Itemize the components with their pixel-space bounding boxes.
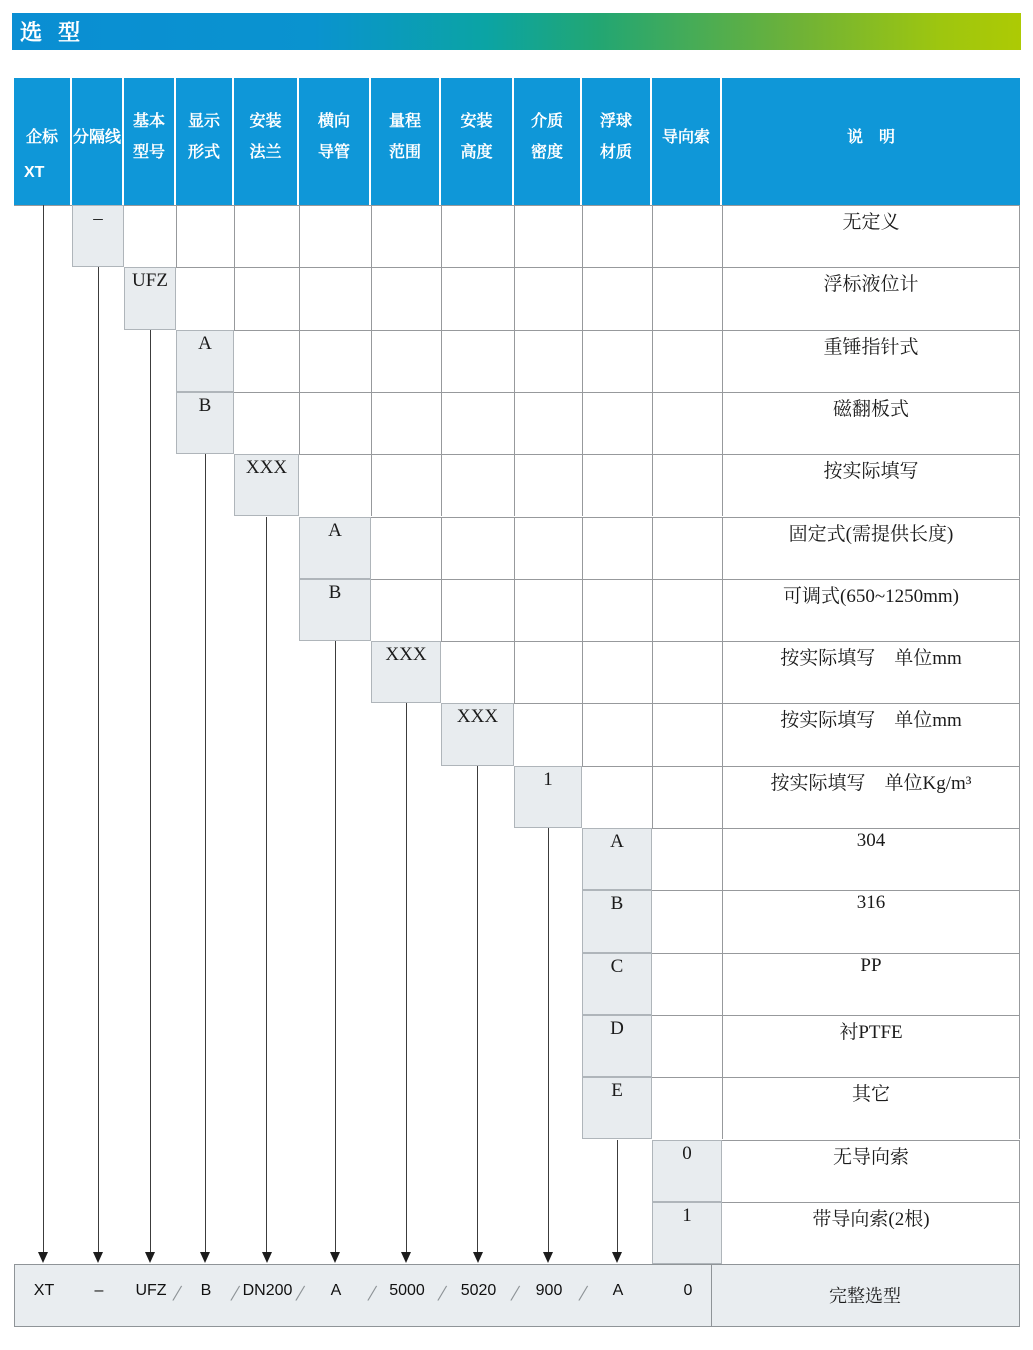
- column-divider: [514, 579, 515, 641]
- row-divider: [72, 205, 1020, 206]
- option-code: A: [328, 519, 342, 541]
- option-code-cell: [299, 579, 371, 641]
- column-divider: [652, 392, 653, 454]
- option-code: –: [93, 208, 103, 229]
- column-divider: [514, 392, 515, 454]
- arrow-down-icon: [473, 1252, 483, 1263]
- column-header-label-line: 导向索: [661, 129, 710, 146]
- selection-row: [234, 454, 1020, 516]
- selection-row: [72, 205, 1020, 267]
- selection-row: [176, 330, 1020, 392]
- model-code: –: [94, 1282, 104, 1299]
- option-code-cell: [582, 828, 652, 890]
- column-divider: [652, 330, 653, 392]
- model-code: XT: [33, 1282, 55, 1299]
- column-divider: [514, 205, 515, 267]
- option-description: 按实际填写 单位mm: [780, 648, 962, 670]
- option-code-cell: [176, 330, 234, 392]
- column-header-label-line: 横向: [317, 113, 350, 130]
- option-description: 无定义: [842, 212, 900, 233]
- row-divider: [371, 641, 1020, 642]
- column-divider: [652, 703, 653, 765]
- option-description: 浮标液位计: [823, 274, 919, 296]
- column-header-label: [124, 106, 174, 168]
- option-code-cell: [652, 1140, 722, 1202]
- option-code: XXX: [456, 706, 499, 728]
- row-divider: [514, 766, 1020, 767]
- column-divider: [652, 641, 653, 703]
- column-header-label: [299, 106, 369, 168]
- option-code: C: [610, 955, 624, 977]
- page-title: 选 型: [20, 20, 86, 45]
- column-divider: [234, 205, 235, 267]
- selection-row: [582, 1015, 1020, 1077]
- model-code: 5020: [460, 1282, 497, 1299]
- model-code: 0: [683, 1282, 693, 1299]
- arrow-down-icon: [262, 1252, 272, 1263]
- option-code-cell: [371, 641, 441, 703]
- column-divider: [652, 579, 653, 641]
- column-header-label-line: 显示: [187, 113, 220, 130]
- flow-arrow-line: [477, 766, 478, 1253]
- column-header-label: [14, 122, 70, 153]
- column-divider: [371, 205, 372, 267]
- column-divider: [441, 330, 442, 392]
- column-header-label-line: 法兰: [249, 144, 282, 161]
- column-header-guide-cable: [652, 78, 720, 205]
- code-separator-slash: /: [509, 1280, 522, 1308]
- column-divider: [582, 267, 583, 329]
- selection-row: [124, 267, 1020, 329]
- code-separator-slash: /: [366, 1280, 379, 1308]
- column-divider: [299, 330, 300, 392]
- selection-row: [652, 1140, 1020, 1202]
- column-header-label: [441, 106, 512, 168]
- column-divider: [441, 579, 442, 641]
- column-header-medium-density: [514, 78, 580, 205]
- column-divider: [299, 205, 300, 267]
- flow-arrow-line: [266, 517, 267, 1254]
- option-code-cell: [441, 703, 514, 765]
- table-header-row: [14, 78, 1020, 206]
- flow-arrow-line: [43, 205, 44, 1253]
- option-code: A: [198, 332, 212, 354]
- column-divider: [582, 392, 583, 454]
- column-divider: [299, 267, 300, 329]
- option-code-cell: [582, 1077, 652, 1139]
- flow-arrow-line: [406, 703, 407, 1253]
- selection-row: [299, 579, 1020, 641]
- model-code: UFZ: [135, 1282, 167, 1299]
- column-header-label-line: 基本: [132, 113, 165, 130]
- model-code-summary-row: [14, 1264, 1020, 1327]
- option-description: 304: [856, 830, 886, 851]
- flow-arrow-line: [205, 454, 206, 1253]
- column-header-mounting-height: [441, 78, 512, 205]
- row-divider: [299, 517, 1020, 518]
- option-description: 316: [856, 892, 886, 914]
- column-divider: [514, 641, 515, 703]
- row-divider: [176, 392, 1020, 393]
- column-divider: [652, 766, 653, 828]
- column-divider: [441, 205, 442, 267]
- column-divider: [299, 392, 300, 454]
- model-code: 5000: [389, 1282, 425, 1299]
- option-code: 0: [682, 1142, 692, 1164]
- code-separator-slash: /: [229, 1280, 242, 1308]
- column-header-label-line: 量程: [388, 113, 421, 130]
- option-code-cell: [299, 517, 371, 579]
- column-header-label-line: 密度: [530, 144, 563, 161]
- column-header-label: [582, 106, 650, 168]
- column-divider: [652, 205, 653, 267]
- row-divider: [124, 267, 1020, 268]
- column-header-label-line: 介质: [530, 113, 563, 130]
- column-divider: [652, 267, 653, 329]
- column-divider: [441, 267, 442, 329]
- option-code: XXX: [245, 457, 288, 479]
- option-description: 固定式(需提供长度): [788, 523, 954, 545]
- option-code: XXX: [385, 644, 427, 666]
- option-code: A: [610, 831, 624, 852]
- column-header-label-line: 企标: [25, 129, 58, 146]
- arrow-down-icon: [93, 1252, 103, 1263]
- selection-row: [582, 953, 1020, 1015]
- column-divider: [582, 205, 583, 267]
- row-divider: [234, 454, 1020, 455]
- selection-row: [582, 828, 1020, 890]
- column-divider: [234, 267, 235, 329]
- column-header-separator: [72, 78, 122, 205]
- arrow-down-icon: [543, 1252, 553, 1263]
- arrow-down-icon: [401, 1252, 411, 1263]
- code-separator-slash: /: [436, 1280, 449, 1308]
- enterprise-standard-code: XT: [24, 164, 45, 181]
- column-header-float-material: [582, 78, 650, 205]
- option-description: 衬PTFE: [839, 1021, 903, 1043]
- column-header-label-line: 安装: [249, 113, 282, 130]
- column-header-label-line: 分隔线: [72, 129, 121, 146]
- column-header-horizontal-conduit: [299, 78, 369, 205]
- column-divider: [652, 517, 653, 579]
- option-code: B: [610, 893, 624, 915]
- code-separator-slash: /: [171, 1280, 184, 1308]
- column-divider: [441, 454, 442, 516]
- option-description: 无导向索: [832, 1146, 909, 1168]
- column-divider: [582, 330, 583, 392]
- section-title-bar: [12, 13, 1021, 50]
- option-description: 带导向索(2根): [812, 1208, 930, 1230]
- arrow-down-icon: [145, 1252, 155, 1263]
- option-code-cell: [652, 1202, 722, 1264]
- column-divider: [441, 517, 442, 579]
- arrow-down-icon: [200, 1252, 210, 1263]
- column-divider: [582, 703, 583, 765]
- flow-arrow-line: [98, 267, 99, 1253]
- option-code-cell: [176, 392, 234, 454]
- option-code: 1: [543, 768, 553, 790]
- column-divider: [514, 267, 515, 329]
- column-divider: [371, 454, 372, 516]
- column-header-base-model: [124, 78, 174, 205]
- option-code-cell: [582, 953, 652, 1015]
- flow-arrow-line: [617, 1140, 618, 1254]
- code-separator-slash: /: [577, 1280, 590, 1308]
- model-code: 900: [535, 1282, 563, 1299]
- column-divider: [441, 392, 442, 454]
- flow-arrow-line: [335, 641, 336, 1253]
- flow-arrow-line: [150, 330, 151, 1253]
- column-divider: [371, 267, 372, 329]
- arrow-down-icon: [612, 1252, 622, 1263]
- option-code: B: [198, 394, 212, 416]
- column-divider: [652, 454, 653, 516]
- column-header-label-line: 导管: [317, 144, 350, 161]
- column-divider: [514, 517, 515, 579]
- column-header-label: [176, 106, 232, 168]
- arrow-down-icon: [330, 1252, 340, 1263]
- option-code: B: [328, 581, 342, 603]
- selection-row: [514, 766, 1020, 828]
- column-header-label: [722, 122, 1020, 153]
- column-divider: [582, 517, 583, 579]
- flow-arrow-line: [548, 828, 549, 1253]
- column-divider: [514, 454, 515, 516]
- option-description: 其它: [851, 1084, 890, 1106]
- column-header-label-line: 高度: [460, 144, 493, 161]
- column-divider: [582, 579, 583, 641]
- option-description: 按实际填写 单位Kg/m³: [770, 772, 972, 794]
- column-divider: [371, 330, 372, 392]
- selection-row: [176, 392, 1020, 454]
- option-description: PP: [860, 954, 882, 976]
- column-header-mounting-flange: [234, 78, 297, 205]
- column-header-label: [371, 106, 439, 168]
- option-code-cell: [124, 267, 176, 329]
- column-header-label-line: 说 明: [846, 129, 895, 146]
- model-code: B: [200, 1282, 212, 1299]
- arrow-down-icon: [38, 1252, 48, 1263]
- column-divider: [176, 205, 177, 267]
- selection-row: [582, 890, 1020, 952]
- column-divider: [371, 392, 372, 454]
- selection-row: [652, 1202, 1020, 1264]
- option-code: UFZ: [132, 270, 168, 292]
- selection-row: [582, 1077, 1020, 1139]
- option-code: E: [611, 1080, 623, 1102]
- column-header-label-line: 型号: [132, 144, 165, 161]
- column-header-label-line: 形式: [187, 144, 220, 161]
- column-header-enterprise-standard: [14, 78, 70, 205]
- column-divider: [514, 330, 515, 392]
- selection-row: [299, 517, 1020, 579]
- column-header-label: [234, 106, 297, 168]
- option-description: 重锤指针式: [823, 336, 919, 358]
- row-divider: [441, 703, 1020, 704]
- model-code: A: [330, 1282, 342, 1299]
- column-header-label-line: 范围: [388, 144, 421, 161]
- model-code: DN200: [242, 1282, 293, 1299]
- column-divider: [582, 641, 583, 703]
- option-code-cell: [514, 766, 582, 828]
- column-header-label: [652, 122, 720, 153]
- column-header-measuring-range: [371, 78, 439, 205]
- code-separator-slash: /: [294, 1280, 307, 1308]
- option-code: D: [610, 1017, 624, 1039]
- column-header-label-line: 安装: [460, 113, 493, 130]
- column-header-display-type: [176, 78, 232, 205]
- option-description: 按实际填写: [823, 461, 919, 483]
- selection-row: [441, 703, 1020, 765]
- column-header-label-line: 浮球: [599, 113, 632, 130]
- row-divider: [299, 579, 1020, 580]
- option-code: 1: [682, 1204, 692, 1226]
- model-code: A: [612, 1282, 624, 1299]
- option-code-cell: [582, 1015, 652, 1077]
- column-header-label-line: 材质: [599, 144, 632, 161]
- option-description: 磁翻板式: [832, 398, 909, 420]
- option-code-cell: [582, 890, 652, 952]
- column-header-label: [514, 106, 580, 168]
- option-code-cell: [234, 454, 299, 516]
- row-divider: [176, 330, 1020, 331]
- option-code-cell: [72, 205, 124, 267]
- selection-row: [371, 641, 1020, 703]
- column-header-description: [722, 78, 1020, 205]
- column-divider: [582, 454, 583, 516]
- option-description: 按实际填写 单位mm: [780, 710, 962, 732]
- full-selection-label: 完整选型: [829, 1286, 901, 1306]
- option-description: 可调式(650~1250mm): [783, 585, 959, 607]
- column-header-label: [72, 122, 122, 153]
